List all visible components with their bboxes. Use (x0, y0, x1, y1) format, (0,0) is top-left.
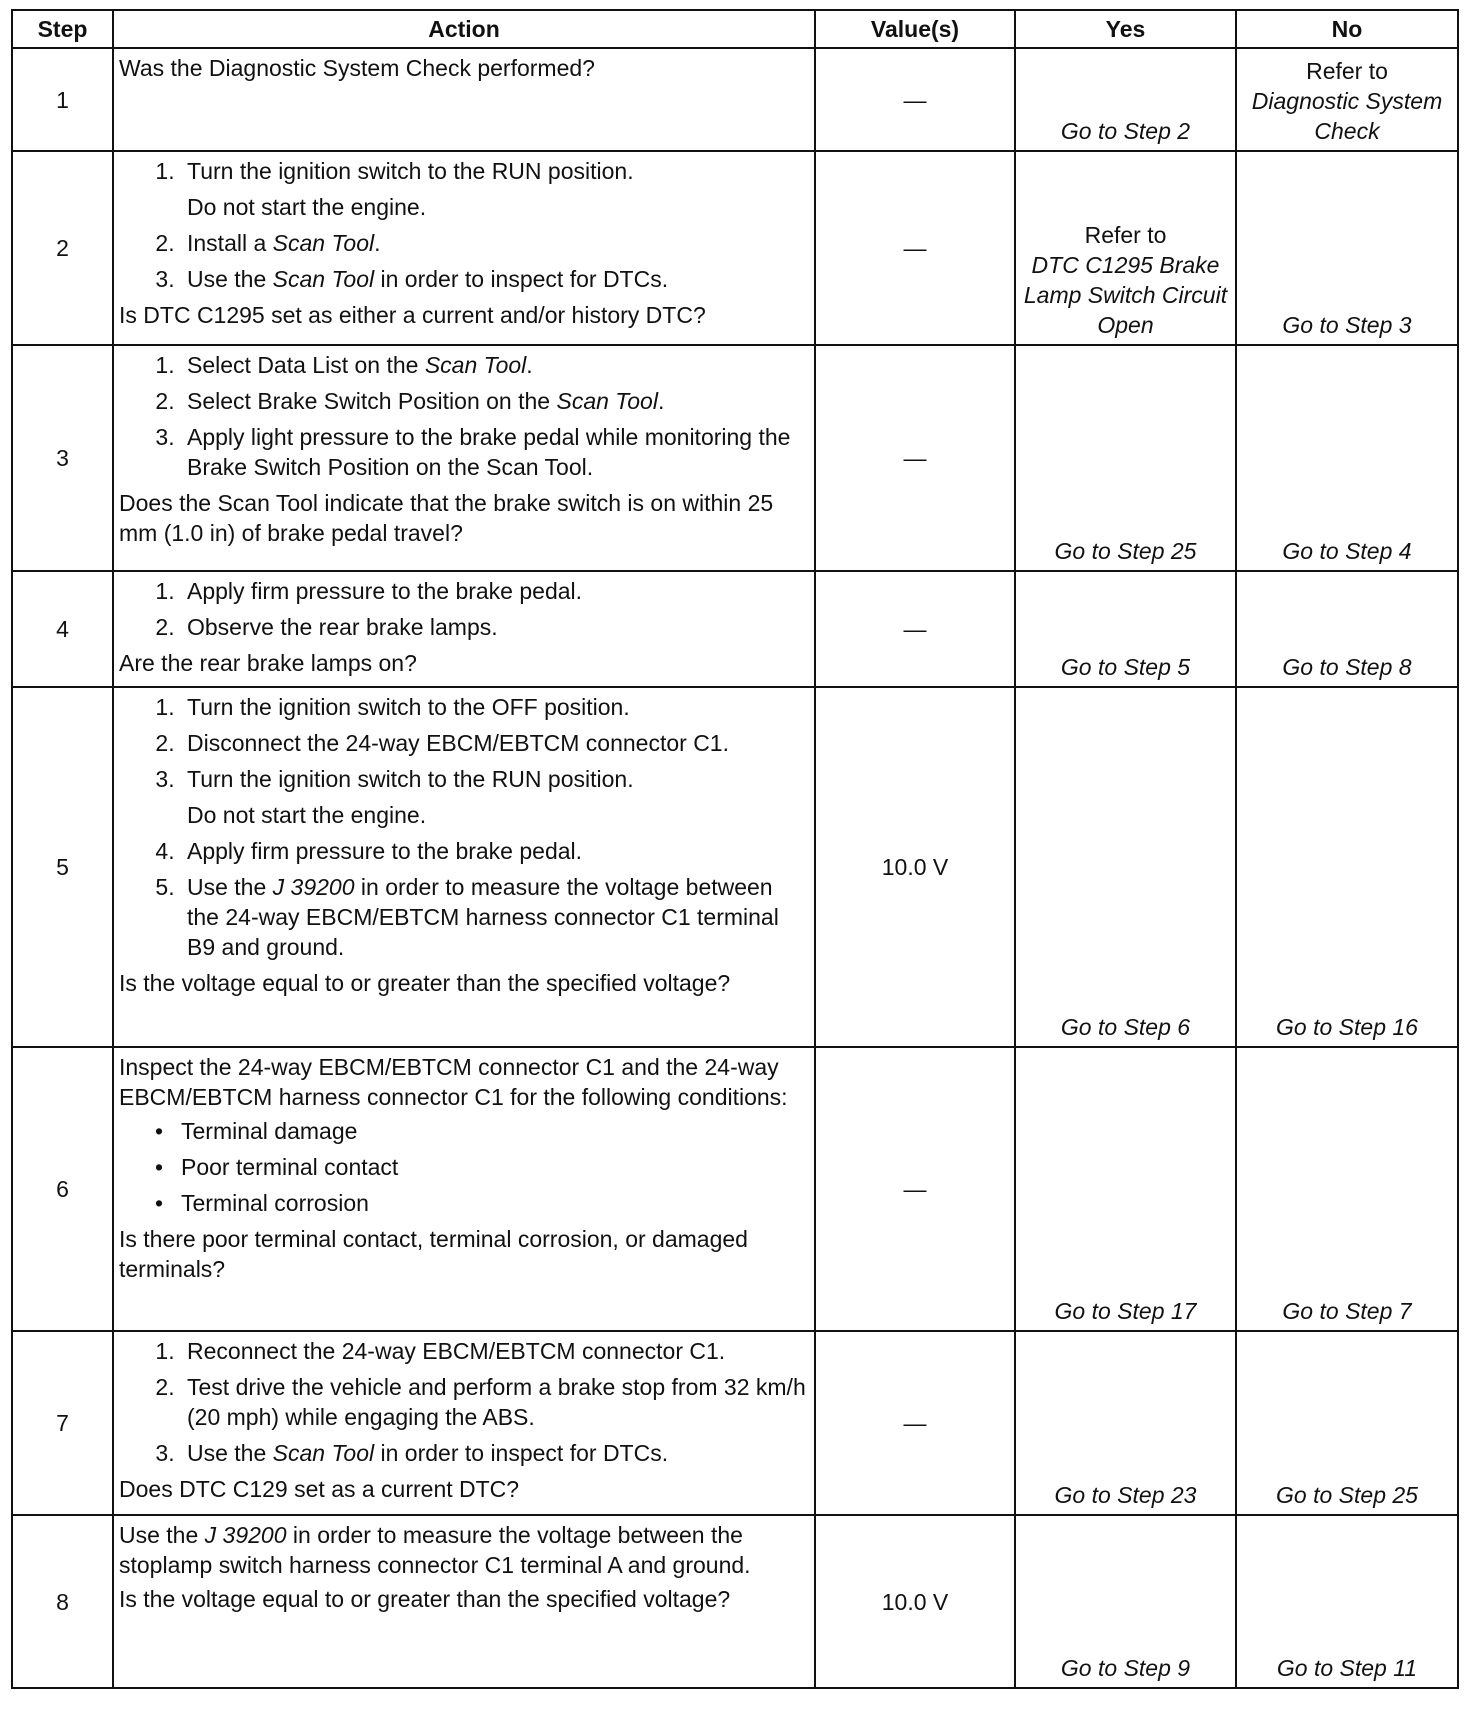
value-cell: — (815, 345, 1015, 571)
no-cell (1236, 151, 1458, 345)
no-label: Go to Step 11 (1276, 1655, 1418, 1681)
yes-cell (1015, 1331, 1236, 1515)
action-cell (113, 345, 815, 571)
no-label: Go to Step 4 (1282, 538, 1412, 564)
header-action: Action (113, 10, 815, 48)
action-step: 2. Test drive the vehicle and perform a brake stop from 32 km/h (20 mph) while engaging the ABS. (181, 1372, 808, 1432)
step-number: 8 (12, 1515, 113, 1688)
no-label: Go to Step 25 (1276, 1482, 1418, 1508)
no-cell (1236, 1331, 1458, 1515)
step-number: 1 (12, 48, 113, 151)
action-cell (113, 571, 815, 687)
action-cell (113, 151, 815, 345)
value-cell: 10.0 V (815, 687, 1015, 1047)
yes-label: Go to Step 17 (1054, 1298, 1197, 1324)
step-number: 2 (12, 151, 113, 345)
action-question: Does DTC C129 set as a current DTC? (119, 1476, 520, 1502)
action-steps (119, 350, 808, 482)
header-values: Value(s) (815, 10, 1015, 48)
header-yes: Yes (1015, 10, 1236, 48)
yes-cell (1015, 687, 1236, 1047)
table-row (12, 687, 1458, 1047)
value-cell: — (815, 151, 1015, 345)
no-label-pre: Refer to (1306, 58, 1388, 84)
value-cell: — (815, 571, 1015, 687)
tool-name: Scan Tool (556, 388, 658, 414)
value-cell: — (815, 48, 1015, 151)
table-row (12, 1331, 1458, 1515)
no-label: Go to Step 3 (1282, 312, 1412, 338)
yes-label: DTC C1295 Brake Lamp Switch Circuit Open (1023, 252, 1228, 338)
action-question: Was the Diagnostic System Check performed? (119, 55, 595, 81)
action-step: 2. Disconnect the 24-way EBCM/EBTCM connector C1. (181, 728, 808, 758)
action-cell (113, 1331, 815, 1515)
action-step: 2. Install a Scan Tool. (181, 228, 808, 258)
action-step: 2. Observe the rear brake lamps. (181, 612, 808, 642)
action-question: Are the rear brake lamps on? (119, 650, 417, 676)
action-cell (113, 687, 815, 1047)
tool-name: Scan Tool (424, 352, 527, 378)
action-step: 1. Apply firm pressure to the brake pedal. (181, 576, 808, 606)
action-step: 2. Select Brake Switch Position on the Scan Tool. (181, 386, 808, 416)
yes-label: Go to Step 2 (1060, 118, 1191, 144)
yes-label: Go to Step 6 (1060, 1014, 1191, 1040)
no-label: Go to Step 16 (1276, 1014, 1418, 1040)
tool-name: Scan Tool (272, 1440, 375, 1466)
action-step: 3. Use the Scan Tool in order to inspect for DTCs. (181, 1438, 808, 1468)
action-substep: Do not start the engine. (187, 194, 427, 220)
yes-cell (1015, 571, 1236, 687)
action-cell (113, 48, 815, 151)
no-cell (1236, 687, 1458, 1047)
action-step: 3. Turn the ignition switch to the RUN position. Do not start the engine. (181, 764, 808, 830)
header-step: Step (12, 10, 113, 48)
action-steps (119, 692, 808, 962)
action-step: 3. Apply light pressure to the brake pedal while monitoring the Brake Switch Position on the Scan Tool. (181, 422, 808, 482)
yes-label: Go to Step 23 (1054, 1482, 1197, 1508)
action-question: Is there poor terminal contact, terminal corrosion, or damaged terminals? (119, 1226, 748, 1282)
action-question: Is the voltage equal to or greater than the specified voltage? (119, 970, 731, 996)
value-cell: — (815, 1331, 1015, 1515)
value-cell: — (815, 1047, 1015, 1331)
condition-list (119, 1116, 808, 1218)
action-intro: Use the J 39200 in order to measure the voltage between the stoplamp switch harness connector C1 terminal A and ground. (119, 1522, 751, 1578)
yes-cell (1015, 345, 1236, 571)
action-steps (119, 1336, 808, 1468)
condition-item: • Terminal corrosion (181, 1188, 808, 1218)
condition-item: • Poor terminal contact (181, 1152, 808, 1182)
action-step: 3. Use the Scan Tool in order to inspect for DTCs. (181, 264, 808, 294)
step-number: 6 (12, 1047, 113, 1331)
action-question: Is the voltage equal to or greater than the specified voltage? (119, 1586, 731, 1612)
action-cell (113, 1515, 815, 1688)
tool-name: Scan Tool (272, 230, 375, 256)
table-row (12, 1515, 1458, 1688)
action-question: Is DTC C1295 set as either a current and/or history DTC? (119, 302, 706, 328)
step-number: 3 (12, 345, 113, 571)
action-step: 1. Reconnect the 24-way EBCM/EBTCM connector C1. (181, 1336, 808, 1366)
yes-cell (1015, 48, 1236, 151)
no-cell (1236, 345, 1458, 571)
no-cell (1236, 571, 1458, 687)
action-step: 5. Use the J 39200 in order to measure the voltage between the 24-way EBCM/EBTCM harness connector C1 terminal B9 and ground. (181, 872, 808, 962)
tool-name: Scan Tool (272, 266, 375, 292)
yes-label: Go to Step 5 (1060, 654, 1191, 680)
step-number: 7 (12, 1331, 113, 1515)
no-label: Go to Step 8 (1282, 654, 1412, 680)
no-cell (1236, 48, 1458, 151)
yes-label: Go to Step 25 (1054, 538, 1197, 564)
table-row (12, 345, 1458, 571)
table-row (12, 1047, 1458, 1331)
action-substep: Do not start the engine. (187, 802, 427, 828)
yes-cell (1015, 1047, 1236, 1331)
tool-name: J 39200 (204, 1522, 287, 1548)
yes-cell (1015, 1515, 1236, 1688)
no-cell (1236, 1047, 1458, 1331)
no-cell (1236, 1515, 1458, 1688)
action-cell (113, 1047, 815, 1331)
no-label: Diagnostic System Check (1251, 88, 1443, 144)
yes-cell (1015, 151, 1236, 345)
diagnostic-table (11, 9, 1459, 1689)
action-question: Does the Scan Tool indicate that the brake switch is on within 25 mm (1.0 in) of brake pedal travel? (119, 490, 774, 546)
header-no: No (1236, 10, 1458, 48)
action-step: 1. Turn the ignition switch to the OFF position. (181, 692, 808, 722)
action-step: 4. Apply firm pressure to the brake pedal. (181, 836, 808, 866)
value-cell: 10.0 V (815, 1515, 1015, 1688)
action-intro: Inspect the 24-way EBCM/EBTCM connector C1 and the 24-way EBCM/EBTCM harness connector C1 for the following conditions: (119, 1054, 788, 1110)
no-label: Go to Step 7 (1282, 1298, 1412, 1324)
action-step: 1. Turn the ignition switch to the RUN position. Do not start the engine. (181, 156, 808, 222)
action-steps (119, 576, 808, 642)
step-number: 4 (12, 571, 113, 687)
header-row (12, 10, 1458, 48)
table-row (12, 571, 1458, 687)
tool-name: J 39200 (272, 874, 355, 900)
yes-label-pre: Refer to (1084, 222, 1167, 248)
diagnostic-table-sheet (11, 9, 1457, 1689)
condition-item: • Terminal damage (181, 1116, 808, 1146)
yes-label: Go to Step 9 (1060, 1655, 1191, 1681)
table-row (12, 151, 1458, 345)
table-row (12, 48, 1458, 151)
step-number: 5 (12, 687, 113, 1047)
action-step: 1. Select Data List on the Scan Tool. (181, 350, 808, 380)
action-steps (119, 156, 808, 294)
